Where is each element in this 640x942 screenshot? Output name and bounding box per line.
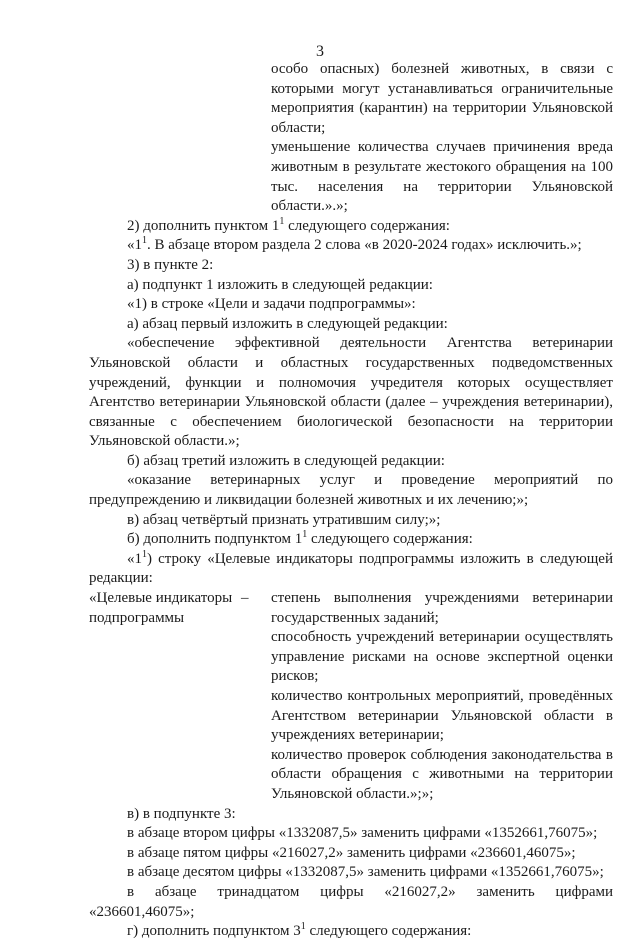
paragraph: в абзаце десятом цифры «1332087,5» заменить цифрами «1352661,76075»; [127, 864, 604, 881]
page-number: 3 [316, 43, 324, 60]
paragraph: «оказание ветеринарных услуг и проведение мероприятий по предупреждению и ликвидации болезней животных и их лечению;»; [89, 472, 613, 509]
paragraph: «обеспечение эффективной деятельности Агентства ветеринарии Ульяновской области и областных государственных подведомственных учреждений, функции и полномочия учредителя которых осуществляет Агентство ветеринарии Ульяновской области (далее – учреждения ветеринарии), связанные с обеспечением биологической безопасности на территории Ульяновской области.»; [89, 335, 613, 450]
table-item: количество контрольных мероприятий, проведённых Агентством ветеринарии Ульяновской области в учреждениях ветеринарии; [271, 688, 613, 744]
paragraph: «$1^1$. В абзаце втором раздела 2 слова «в 2020-2024 годах» исключить.»; [127, 235, 582, 254]
table-items [271, 589, 613, 805]
paragraph: в абзаце пятом цифры «216027,2» заменить цифрами «236601,46075»; [127, 844, 576, 861]
paragraph: а) подпункт 1 изложить в следующей редакции: [127, 276, 433, 293]
table-dash: – [241, 590, 249, 607]
paragraph: в) абзац четвёртый признать утратившим силу;»; [127, 511, 441, 528]
table-item: способность учреждений ветеринарии осуществлять управление рисками на основе экспертной оценки рисков; [271, 629, 613, 685]
paragraph: «$1^1$) строку «Целевые индикаторы подпрограммы изложить в следующей редакции: [89, 548, 613, 587]
table-label: «Целевые индикаторы подпрограммы [89, 590, 233, 626]
paragraph: б) дополнить подпунктом $1^1$ следующего содержания: [127, 529, 473, 548]
paragraph: а) абзац первый изложить в следующей редакции: [127, 315, 448, 332]
paragraph: «1) в строке «Цели и задачи подпрограммы»: [127, 296, 416, 313]
indicator-table [89, 589, 613, 805]
paragraph: в) в подпункте 3: [127, 805, 236, 822]
paragraph: б) абзац третий изложить в следующей редакции: [127, 452, 445, 469]
paragraph: 3) в пункте 2: [127, 256, 214, 273]
paragraph: 2) дополнить пунктом $1^1$ следующего содержания: [127, 215, 450, 234]
continued-item: особо опасных) болезней животных, в связи с которыми могут устанавливаться ограничительные мероприятия (карантин) на территории Ульяновской области; [271, 61, 613, 136]
paragraph: в абзаце втором цифры «1332087,5» заменить цифрами «1352661,76075»; [127, 825, 598, 842]
continued-item: уменьшение количества случаев причинения вреда животным в результате жестокого обращения на 100 тыс. населения на территории Ульяновской области.».»; [271, 139, 613, 215]
paragraph: г) дополнить подпунктом $3^1$ следующего содержания: [127, 921, 472, 940]
table-item: количество проверок соблюдения законодательства в области обращения с животными на территории Ульяновской области.»;»; [271, 746, 613, 802]
document-body [89, 60, 613, 942]
table-item: степень выполнения учреждениями ветеринарии государственных заданий; [271, 590, 613, 626]
paragraph: в абзаце тринадцатом цифры «216027,2» заменить цифрами «236601,46075»; [89, 883, 613, 920]
